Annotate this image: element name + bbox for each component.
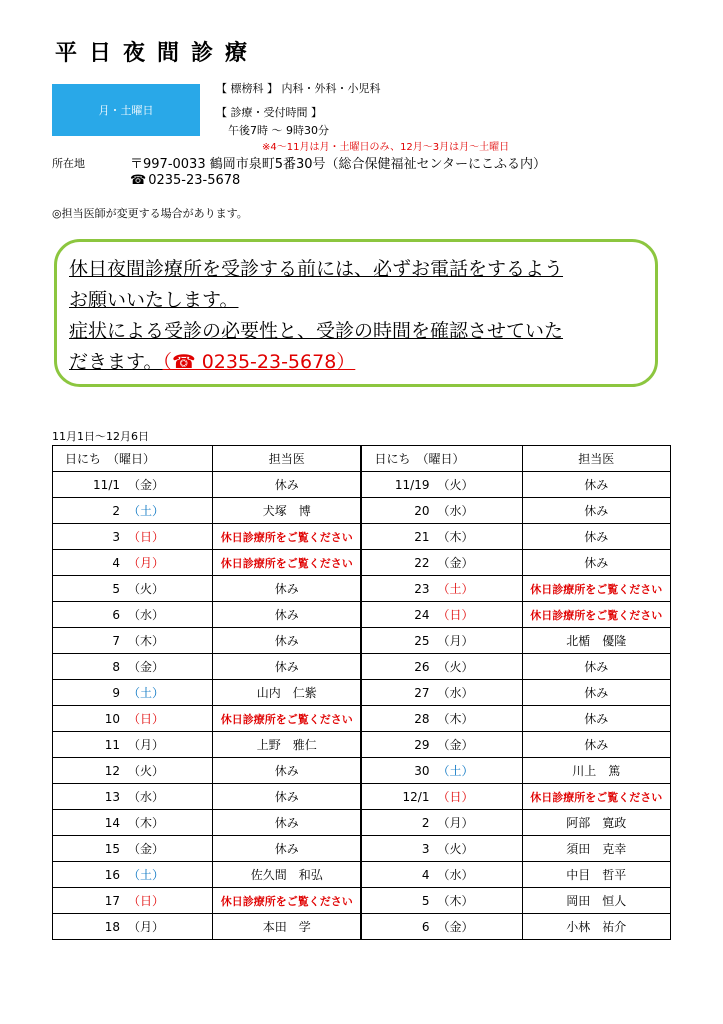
callout-line-4: だきます。 [69, 351, 163, 373]
date-number: 11/19 [394, 477, 430, 492]
table-row [53, 498, 671, 524]
date-cell [361, 472, 522, 498]
date-number: 20 [414, 503, 430, 518]
weekday: （水） [437, 504, 474, 518]
table-row [53, 888, 671, 914]
date-number: 3 [421, 841, 430, 856]
weekday: （金） [128, 660, 165, 674]
date-number: 2 [112, 503, 120, 518]
weekday: （月） [128, 920, 165, 934]
doctor-cell: 中目 哲平 [522, 862, 670, 888]
date-number: 30 [414, 763, 430, 778]
date-cell [361, 550, 522, 576]
doctor-cell: 休み [213, 602, 362, 628]
doctor-cell: 休み [213, 758, 362, 784]
date-number: 14 [104, 815, 120, 830]
departments-line: 【 標榜科 】 内科・外科・小児科 [216, 82, 381, 95]
doctor-change-note: ◎担当医師が変更する場合があります。 [52, 207, 248, 220]
doctor-cell: 休み [522, 524, 670, 550]
date-cell [361, 602, 522, 628]
date-cell [361, 524, 522, 550]
days-badge-label: 月・土曜日 [98, 104, 154, 117]
date-number: 10 [104, 711, 120, 726]
date-cell [53, 732, 213, 758]
date-number: 12 [104, 763, 120, 778]
doctor-cell: 休日診療所をご覧ください [213, 550, 362, 576]
date-number: 7 [112, 633, 120, 648]
doctor-cell: 須田 克幸 [522, 836, 670, 862]
weekday: （月） [437, 816, 474, 830]
header-doctor: 担当医 [522, 446, 670, 472]
date-cell [361, 836, 522, 862]
weekday: （水） [128, 608, 165, 622]
schedule-table [52, 445, 671, 940]
callout-line-1: 休日夜間診療所を受診する前には、必ずお電話をするよう [69, 258, 564, 280]
weekday: （月） [437, 634, 474, 648]
date-cell [361, 706, 522, 732]
weekday: （火） [128, 582, 165, 596]
weekday: （日） [128, 894, 165, 908]
doctor-cell: 休み [522, 680, 670, 706]
table-row [53, 550, 671, 576]
date-number: 5 [112, 581, 120, 596]
phone-icon: ☎ [130, 173, 147, 188]
doctor-cell: 休み [522, 550, 670, 576]
doctor-cell: 阿部 寛政 [522, 810, 670, 836]
table-row [53, 810, 671, 836]
date-cell [361, 680, 522, 706]
date-cell [53, 628, 213, 654]
date-cell [361, 784, 522, 810]
weekday: （水） [437, 868, 474, 882]
date-cell [53, 836, 213, 862]
weekday: （火） [437, 478, 474, 492]
weekday: （日） [128, 530, 165, 544]
header-doctor: 担当医 [213, 446, 362, 472]
date-cell [53, 758, 213, 784]
weekday: （金） [128, 842, 165, 856]
weekday: （日） [437, 608, 474, 622]
date-cell [53, 472, 213, 498]
doctor-cell: 休み [213, 810, 362, 836]
hours-label: 【 診療・受付時間 】 [216, 106, 322, 119]
doctor-cell: 休み [522, 654, 670, 680]
date-number: 6 [112, 607, 120, 622]
date-cell [361, 810, 522, 836]
date-cell [361, 628, 522, 654]
weekday: （木） [437, 712, 474, 726]
date-cell [53, 784, 213, 810]
table-row [53, 628, 671, 654]
doctor-cell: 休み [213, 654, 362, 680]
table-row [53, 862, 671, 888]
doctor-cell: 休日診療所をご覧ください [213, 888, 362, 914]
weekday: （火） [128, 764, 165, 778]
header-date: 日にち （曜日） [361, 446, 522, 472]
days-badge [52, 84, 200, 136]
date-cell [53, 888, 213, 914]
table-row [53, 732, 671, 758]
weekday: （月） [128, 556, 165, 570]
date-number: 17 [104, 893, 120, 908]
date-number: 28 [414, 711, 430, 726]
callout-phone: （☎ 0235-23-5678） [162, 351, 356, 373]
date-cell [361, 758, 522, 784]
doctor-cell: 休日診療所をご覧ください [522, 576, 670, 602]
date-number: 9 [112, 685, 120, 700]
doctor-cell: 上野 雅仁 [213, 732, 362, 758]
date-number: 4 [421, 867, 430, 882]
date-number: 26 [414, 659, 430, 674]
season-note: ※4～11月は月・土曜日のみ、12月～3月は月～土曜日 [262, 142, 510, 153]
date-number: 29 [414, 737, 430, 752]
date-number: 2 [421, 815, 430, 830]
callout-line-2: お願いいたします。 [69, 289, 239, 311]
weekday: （土） [128, 504, 165, 518]
table-row [53, 784, 671, 810]
date-cell [53, 810, 213, 836]
date-number: 5 [421, 893, 430, 908]
address-text: 〒997-0033 鶴岡市泉町5番30号（総合保健福祉センターにこふる内） [130, 157, 547, 172]
date-number: 16 [104, 867, 120, 882]
table-row [53, 758, 671, 784]
doctor-cell: 休み [522, 732, 670, 758]
weekday: （月） [128, 738, 165, 752]
date-number: 3 [112, 529, 120, 544]
doctor-cell: 休日診療所をご覧ください [522, 784, 670, 810]
date-cell [53, 550, 213, 576]
schedule-period: 11月1日～12月6日 [52, 430, 149, 443]
weekday: （水） [128, 790, 165, 804]
weekday: （金） [128, 478, 165, 492]
date-number: 22 [414, 555, 430, 570]
date-number: 18 [104, 919, 120, 934]
date-cell [361, 862, 522, 888]
header-date: 日にち （曜日） [53, 446, 213, 472]
phone-number: 0235-23-5678 [148, 173, 241, 188]
weekday: （日） [128, 712, 165, 726]
date-cell [361, 498, 522, 524]
schedule-header-row [53, 446, 671, 472]
date-cell [361, 888, 522, 914]
date-cell [361, 576, 522, 602]
date-number: 15 [104, 841, 120, 856]
date-cell [53, 706, 213, 732]
table-row [53, 836, 671, 862]
doctor-cell: 山内 仁紫 [213, 680, 362, 706]
date-number: 11 [104, 737, 120, 752]
date-number: 23 [414, 581, 430, 596]
table-row [53, 602, 671, 628]
weekday: （金） [437, 920, 474, 934]
date-number: 8 [112, 659, 120, 674]
doctor-cell: 犬塚 博 [213, 498, 362, 524]
date-number: 24 [414, 607, 430, 622]
doctor-cell: 休み [213, 784, 362, 810]
weekday: （水） [437, 686, 474, 700]
doctor-cell: 休日診療所をご覧ください [213, 524, 362, 550]
date-cell [53, 602, 213, 628]
weekday: （火） [437, 842, 474, 856]
table-row [53, 472, 671, 498]
weekday: （木） [437, 894, 474, 908]
doctor-cell: 佐久間 和弘 [213, 862, 362, 888]
doctor-cell: 川上 篤 [522, 758, 670, 784]
doctor-cell: 休み [213, 576, 362, 602]
table-row [53, 680, 671, 706]
doctor-cell: 休み [522, 472, 670, 498]
call-first-callout [54, 239, 658, 387]
date-number: 25 [414, 633, 430, 648]
doctor-cell: 北楯 優隆 [522, 628, 670, 654]
date-cell [53, 680, 213, 706]
date-cell [53, 576, 213, 602]
callout-line-3: 症状による受診の必要性と、受診の時間を確認させていた [69, 320, 564, 342]
date-cell [361, 654, 522, 680]
page-title: 平日夜間診療 [55, 41, 260, 66]
doctor-cell: 休日診療所をご覧ください [213, 706, 362, 732]
doctor-cell: 休み [522, 706, 670, 732]
hours-value: 午後7時 ～ 9時30分 [228, 124, 329, 137]
address-label: 所在地 [52, 157, 85, 170]
doctor-cell: 岡田 恒人 [522, 888, 670, 914]
date-number: 11/1 [93, 477, 120, 492]
table-row [53, 524, 671, 550]
doctor-cell: 本田 学 [213, 914, 362, 940]
phone-line [130, 173, 240, 188]
weekday: （日） [437, 790, 474, 804]
date-cell [53, 654, 213, 680]
weekday: （土） [128, 686, 165, 700]
date-cell [361, 732, 522, 758]
doctor-cell: 小林 祐介 [522, 914, 670, 940]
date-number: 27 [414, 685, 430, 700]
doctor-cell: 休み [522, 498, 670, 524]
doctor-cell: 休日診療所をご覧ください [522, 602, 670, 628]
date-cell [53, 498, 213, 524]
weekday: （木） [128, 816, 165, 830]
date-number: 4 [112, 555, 120, 570]
weekday: （金） [437, 556, 474, 570]
date-cell [53, 914, 213, 940]
date-number: 6 [421, 919, 430, 934]
date-number: 13 [104, 789, 120, 804]
doctor-cell: 休み [213, 836, 362, 862]
weekday: （土） [437, 764, 474, 778]
date-cell [53, 862, 213, 888]
weekday: （金） [437, 738, 474, 752]
date-cell [361, 914, 522, 940]
doctor-cell: 休み [213, 472, 362, 498]
table-row [53, 576, 671, 602]
weekday: （木） [128, 634, 165, 648]
table-row [53, 706, 671, 732]
weekday: （火） [437, 660, 474, 674]
date-number: 21 [414, 529, 430, 544]
date-number: 12/1 [402, 789, 430, 804]
weekday: （土） [128, 868, 165, 882]
weekday: （木） [437, 530, 474, 544]
weekday: （土） [437, 582, 474, 596]
doctor-cell: 休み [213, 628, 362, 654]
date-cell [53, 524, 213, 550]
table-row [53, 914, 671, 940]
table-row [53, 654, 671, 680]
